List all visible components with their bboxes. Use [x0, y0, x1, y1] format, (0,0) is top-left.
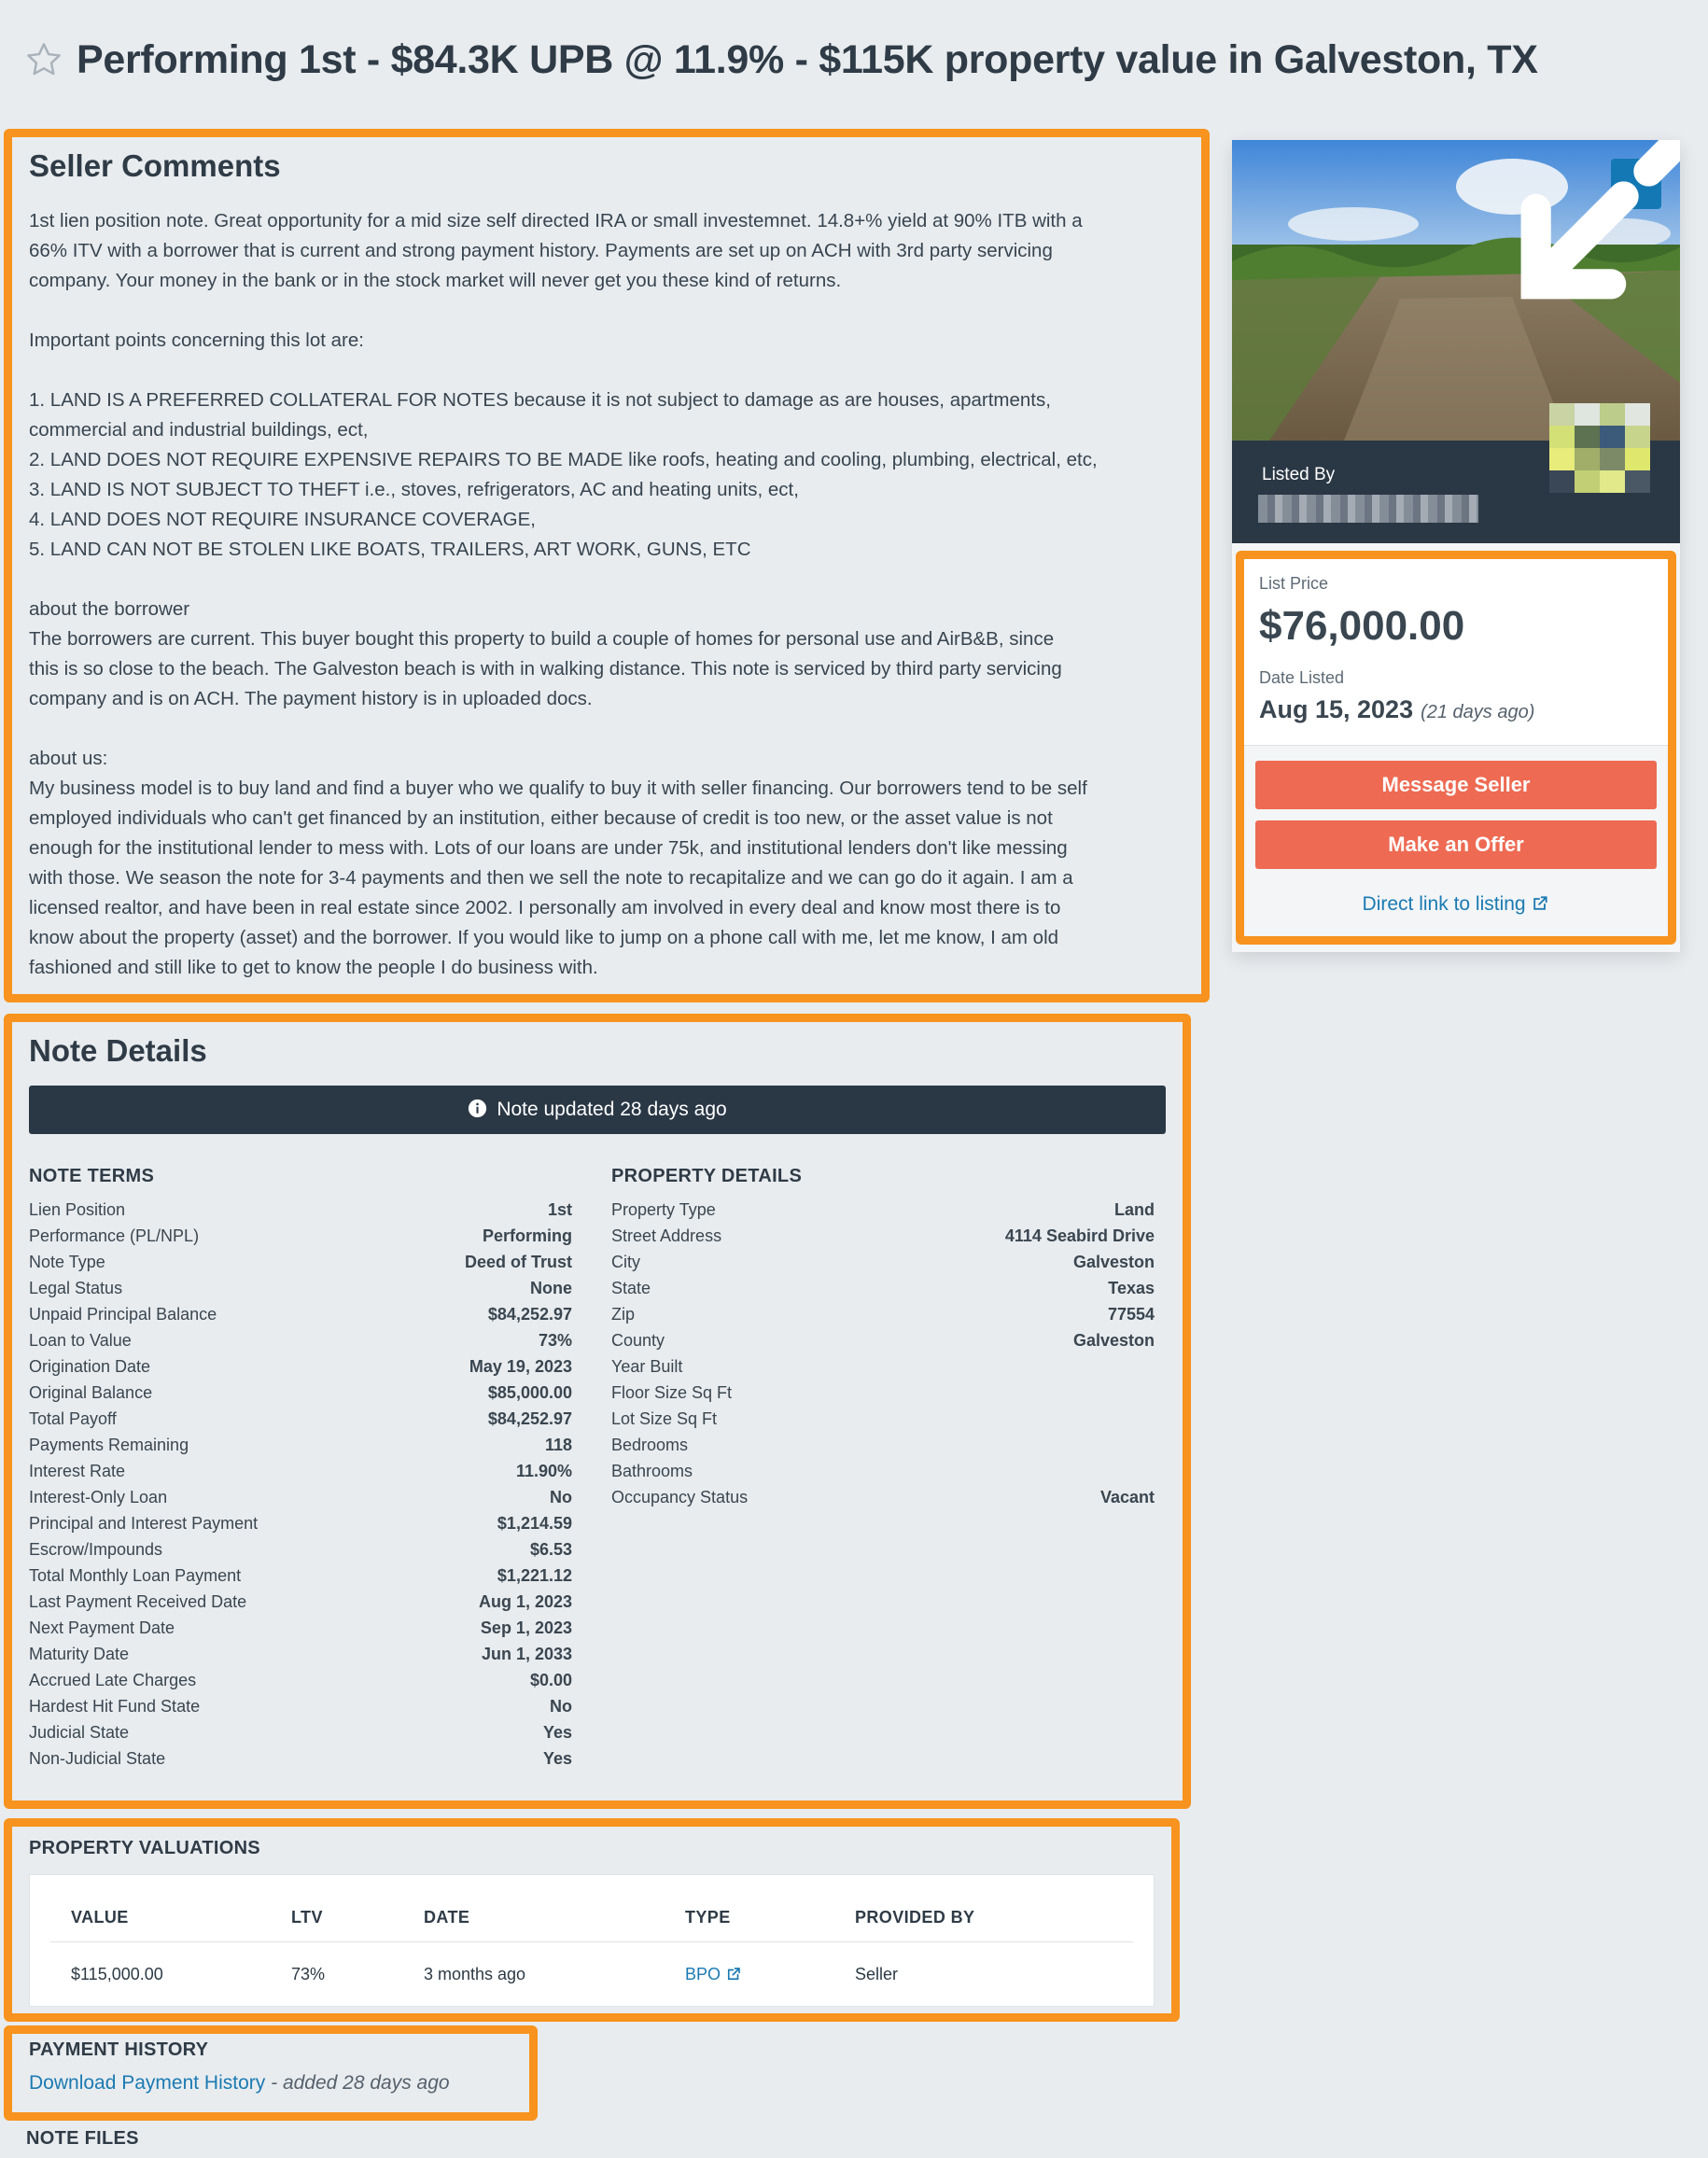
detail-value: Jun 1, 2033 — [481, 1645, 572, 1663]
external-link-icon — [1531, 893, 1549, 915]
detail-value: Galveston — [1072, 1253, 1155, 1271]
date-listed-label: Date Listed — [1259, 668, 1345, 687]
property-photo[interactable] — [1232, 140, 1680, 441]
detail-value: $1,214.59 — [497, 1514, 572, 1533]
detail-label: Principal and Interest Payment — [29, 1514, 259, 1533]
detail-row — [29, 1353, 572, 1380]
detail-value: $85,000.00 — [487, 1383, 572, 1402]
detail-row — [29, 1432, 572, 1458]
detail-label: Total Monthly Loan Payment — [29, 1566, 242, 1585]
detail-row — [29, 1693, 572, 1719]
detail-label: Origination Date — [29, 1357, 151, 1376]
detail-value: $1,221.12 — [497, 1566, 572, 1585]
message-seller-button[interactable]: Message Seller — [1255, 761, 1657, 809]
seller-comments-text: 1st lien position note. Great opportunity for a mid size self directed IRA or small investemnet. 14.8+% yield at 90% ITB with a 66% ITV with a borrower that is current and strong payment history. Payments are set up on ACH with 3rd party servicing company. Your money in the bank or in the stock market will never get you these kind of returns. Important points concerning this lot are: 1. LAND IS A PREFERRED COLLATERAL FOR NOTES because it is not subject to damage as are houses, apartments, commercial and industrial buildings, ect, 2. LAND DOES NOT REQUIRE EXPENSIVE REPAIRS TO BE MADE like roofs, heating and cooling, plumbing, electrical, etc, 3. LAND IS NOT SUBJECT TO THEFT i.e., stoves, refrigerators, AC and heating units, ect, 4. LAND DOES NOT REQUIRE INSURANCE COVERAGE, 5. LAND CAN NOT BE STOLEN LIKE BOATS, TRAILERS, ART WORK, GUNS, ETC about the borrower The borrowers are current. This buyer bought this property to build a couple of homes for personal use and AirB&B, since this is so close to the beach. The Galveston beach is with in walking distance. This note is serviced by third party servicing company and is on ACH. The payment history is in uploaded docs. about us: My business model is to buy land and find a buyer who we qualify to buy it with seller financing. Our borrowers tend to be self employed individuals who can't get financed by an institution, either because of credit is too new, or the asset value is not enough for the institutional lender to mess with. Lots of our loans are under 75k, and institutional lenders don't like messing with those. We season the note for 3-4 payments and then we sell the note to recapitalize and we can go do it again. I am a licensed realtor, and have been in real estate since 2002. I personally am involved in every deal and know most there is to know about the property (asset) and the borrower. If you would like to jump on a phone call with me, let me know, I am old fashioned and still like to get to know the people I do business with. — [29, 210, 1098, 978]
property-valuations-section — [4, 1818, 1180, 2022]
page-title: Performing 1st - $84.3K UPB @ 11.9% - $115K property value in Galveston, TX — [77, 36, 1538, 82]
list-price-label: List Price — [1259, 574, 1329, 593]
valuation-date: 3 months ago — [424, 1964, 526, 1983]
detail-row — [611, 1484, 1155, 1510]
make-offer-button[interactable]: Make an Offer — [1255, 820, 1657, 869]
detail-label: City — [611, 1253, 640, 1271]
detail-label: Street Address — [611, 1226, 722, 1245]
detail-row — [29, 1197, 572, 1223]
date-listed-value: Aug 15, 2023 — [1259, 695, 1414, 723]
detail-value: $6.53 — [529, 1540, 572, 1559]
detail-label: Floor Size Sq Ft — [611, 1383, 733, 1402]
detail-value: Texas — [1108, 1279, 1155, 1297]
detail-value: 11.90% — [515, 1462, 572, 1480]
property-details-heading: PROPERTY DETAILS — [611, 1166, 803, 1186]
note-terms-list — [29, 1197, 572, 1772]
detail-value: Land — [1114, 1200, 1155, 1219]
detail-value: Vacant — [1099, 1488, 1155, 1506]
detail-value: Yes — [542, 1723, 572, 1742]
detail-row — [29, 1380, 572, 1406]
detail-row — [29, 1223, 572, 1249]
detail-value: Galveston — [1072, 1331, 1155, 1350]
external-link-icon — [725, 1965, 742, 1983]
date-listed-ago: (21 days ago) — [1421, 702, 1535, 722]
detail-label: Lot Size Sq Ft — [611, 1409, 718, 1428]
note-files-title: NOTE FILES — [26, 2128, 139, 2149]
detail-row — [29, 1406, 572, 1432]
detail-value: $0.00 — [529, 1671, 572, 1689]
detail-label: Interest-Only Loan — [29, 1488, 168, 1506]
valuation-type: BPO — [685, 1964, 721, 1983]
note-terms-column — [29, 1166, 572, 1772]
detail-label: Occupancy Status — [611, 1488, 749, 1506]
star-icon[interactable] — [24, 40, 63, 79]
detail-label: Last Payment Received Date — [29, 1592, 247, 1611]
detail-row — [611, 1458, 1155, 1484]
download-payment-history-link[interactable]: Download Payment History — [29, 2072, 266, 2094]
payment-history-section — [4, 2025, 538, 2121]
detail-row — [29, 1484, 572, 1510]
col-type: TYPE — [685, 1908, 731, 1927]
table-row — [50, 1942, 1133, 2006]
detail-row — [611, 1223, 1155, 1249]
detail-value: Yes — [542, 1749, 572, 1768]
detail-row — [611, 1197, 1155, 1223]
col-provided-by: PROVIDED BY — [855, 1908, 975, 1927]
note-updated-text: Note updated 28 days ago — [497, 1099, 727, 1120]
detail-row — [29, 1615, 572, 1641]
seller-avatar[interactable] — [1549, 403, 1650, 493]
detail-row — [29, 1667, 572, 1693]
detail-value: $84,252.97 — [487, 1305, 572, 1324]
detail-row — [29, 1301, 572, 1327]
detail-value: Deed of Trust — [464, 1253, 572, 1271]
note-updated-banner — [29, 1086, 1166, 1134]
detail-label: Maturity Date — [29, 1645, 130, 1663]
note-details-section — [4, 1014, 1191, 1809]
payment-history-added: - added 28 days ago — [265, 2072, 450, 2094]
detail-label: Escrow/Impounds — [29, 1540, 163, 1559]
direct-link-listing[interactable] — [1244, 893, 1668, 916]
detail-row — [29, 1275, 572, 1301]
detail-label: Accrued Late Charges — [29, 1671, 197, 1689]
expand-photo-button[interactable] — [1611, 159, 1661, 209]
title-row — [24, 32, 1671, 88]
detail-value: 77554 — [1107, 1305, 1155, 1324]
detail-label: Total Payoff — [29, 1409, 117, 1428]
seller-comments-title: Seller Comments — [29, 148, 281, 183]
detail-value: 4114 Seabird Drive — [1004, 1226, 1155, 1245]
detail-value: 73% — [538, 1331, 572, 1350]
note-details-title: Note Details — [29, 1033, 207, 1068]
col-date: DATE — [424, 1908, 470, 1927]
detail-label: Bathrooms — [611, 1462, 693, 1480]
info-icon — [468, 1099, 487, 1121]
valuation-type-link[interactable] — [685, 1965, 855, 1984]
detail-row — [611, 1406, 1155, 1432]
detail-row — [611, 1301, 1155, 1327]
detail-label: Bedrooms — [611, 1436, 689, 1454]
detail-label: County — [611, 1331, 665, 1350]
payment-history-title: PAYMENT HISTORY — [29, 2039, 209, 2060]
detail-label: Unpaid Principal Balance — [29, 1305, 217, 1324]
detail-row — [29, 1458, 572, 1484]
col-value: VALUE — [71, 1908, 129, 1927]
detail-label: Note Type — [29, 1253, 105, 1271]
detail-label: Hardest Hit Fund State — [29, 1697, 201, 1716]
listed-by-name-redacted[interactable] — [1258, 495, 1478, 523]
property-details-column — [611, 1166, 1155, 1772]
detail-row — [611, 1249, 1155, 1275]
detail-row — [611, 1327, 1155, 1353]
detail-row — [29, 1536, 572, 1562]
detail-label: Judicial State — [29, 1723, 130, 1742]
detail-label: Non-Judicial State — [29, 1749, 166, 1768]
detail-value: Aug 1, 2023 — [478, 1592, 572, 1611]
valuations-table — [29, 1874, 1155, 2007]
valuations-title: PROPERTY VALUATIONS — [29, 1838, 260, 1858]
detail-value: Sep 1, 2023 — [480, 1618, 572, 1637]
detail-row — [29, 1510, 572, 1536]
listed-by-label: Listed By — [1262, 465, 1336, 484]
detail-label: Payments Remaining — [29, 1436, 189, 1454]
detail-label: Original Balance — [29, 1383, 153, 1402]
detail-value: $84,252.97 — [487, 1409, 572, 1428]
payment-history-line — [29, 2072, 512, 2095]
seller-comments-section — [4, 129, 1210, 1002]
detail-row — [29, 1327, 572, 1353]
detail-value: None — [530, 1279, 572, 1297]
valuation-ltv: 73% — [291, 1964, 326, 1983]
detail-value: No — [550, 1488, 572, 1506]
valuation-value: $115,000.00 — [71, 1964, 163, 1983]
listed-by-band — [1232, 441, 1680, 543]
detail-row — [29, 1589, 572, 1615]
expand-icon — [1412, 140, 1680, 334]
valuations-header-row — [50, 1875, 1133, 1942]
detail-label: Interest Rate — [29, 1462, 126, 1480]
detail-value: 118 — [544, 1436, 572, 1454]
direct-link-label: Direct link to listing — [1362, 893, 1526, 915]
detail-value: Performing — [482, 1226, 572, 1245]
date-listed — [1259, 695, 1653, 724]
list-price: $76,000.00 — [1259, 603, 1465, 649]
detail-label: Next Payment Date — [29, 1618, 175, 1637]
detail-label: Legal Status — [29, 1279, 123, 1297]
note-terms-heading: NOTE TERMS — [29, 1166, 155, 1186]
valuation-provided-by: Seller — [855, 1964, 899, 1983]
detail-row — [29, 1641, 572, 1667]
detail-row — [29, 1745, 572, 1772]
detail-row — [611, 1275, 1155, 1301]
detail-label: Year Built — [611, 1357, 683, 1376]
property-details-list — [611, 1197, 1155, 1510]
col-ltv: LTV — [291, 1908, 323, 1927]
detail-row — [611, 1432, 1155, 1458]
detail-row — [29, 1562, 572, 1589]
detail-label: Zip — [611, 1305, 636, 1324]
detail-label: Lien Position — [29, 1200, 126, 1219]
detail-value: No — [550, 1697, 572, 1716]
detail-row — [29, 1719, 572, 1745]
price-section — [1236, 551, 1676, 945]
detail-row — [29, 1249, 572, 1275]
detail-label: Loan to Value — [29, 1331, 132, 1350]
detail-value: May 19, 2023 — [469, 1357, 572, 1376]
detail-label: Performance (PL/NPL) — [29, 1226, 200, 1245]
detail-row — [611, 1380, 1155, 1406]
detail-value: 1st — [547, 1200, 572, 1219]
detail-label: Property Type — [611, 1200, 716, 1219]
detail-row — [611, 1353, 1155, 1380]
detail-label: State — [611, 1279, 651, 1297]
